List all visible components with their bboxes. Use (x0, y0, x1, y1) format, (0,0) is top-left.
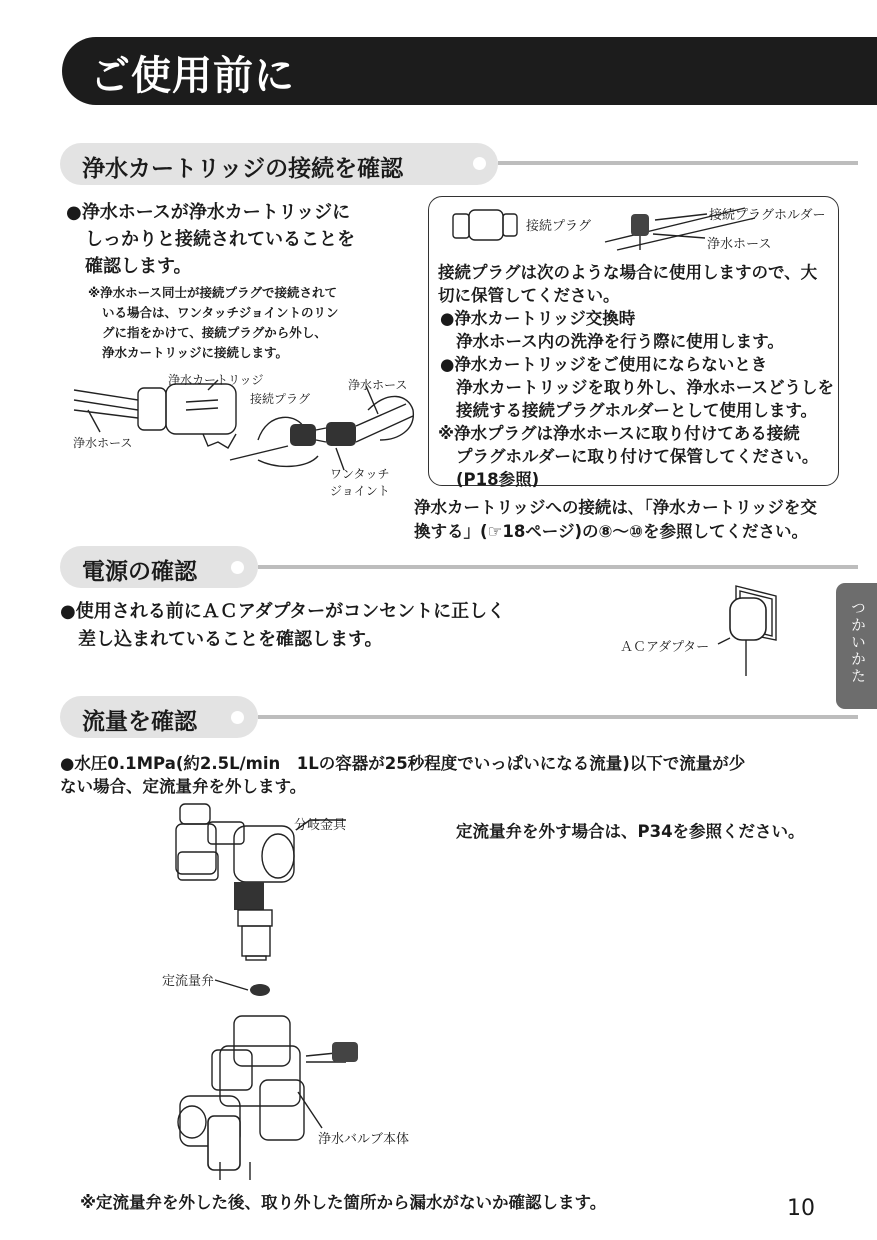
box-line-10: (P18参照) (456, 470, 540, 489)
label-branch: 分岐金具 (294, 818, 347, 833)
box-line-4: 浄水ホース内の洗浄を行う際に使用します。 (456, 332, 784, 351)
power-line-2: 差し込まれていることを確認します。 (78, 629, 383, 650)
flow-ref: 定流量弁を外す場合は、P34を参照ください。 (456, 822, 805, 841)
section-title-flow: 流量を確認 (82, 709, 197, 735)
page-number: 10 (787, 1196, 815, 1221)
fig-label-hose-left: 浄水ホース (73, 436, 133, 450)
cartridge-note-line-3: グに指をかけて、接続プラグから外し、 (102, 325, 327, 340)
box-line-1: 接続プラグは次のような場合に使用しますので、大 (438, 263, 818, 282)
fig-label-hose-right: 浄水ホース (348, 378, 408, 392)
box-line-5: ●浄水カートリッジをご使用にならないとき (440, 355, 768, 374)
box-label-holder: 接続プラグホルダー (709, 208, 826, 223)
side-tab-label: つかいかた (849, 600, 867, 685)
box-label-hose: 浄水ホース (707, 237, 772, 252)
cartridge-ref-line-2: 換する」(☞18ページ)の⑧～⑩を参照してください。 (414, 522, 808, 541)
section-rule (258, 715, 858, 719)
box-line-9: プラグホルダーに取り付けて保管してください。 (456, 447, 819, 466)
ac-adapter-label: ＡＣアダプター (620, 640, 710, 655)
box-line-3: ●浄水カートリッジ交換時 (440, 309, 636, 328)
flow-line-1: ●水圧0.1MPa(約2.5L/min 1Lの容器が25秒程度でいっぱいになる流量)以下で流量が少 (60, 754, 746, 773)
cartridge-note-line-4: 浄水カートリッジに接続します。 (102, 345, 289, 360)
section-rule (498, 161, 858, 165)
cartridge-note-line-1: ※浄水ホース同士が接続プラグで接続されて (88, 285, 338, 300)
cartridge-bullet-line-2: しっかりと接続されていることを (85, 229, 355, 250)
power-line-1: ●使用される前にＡＣアダプターがコンセントに正しく (60, 601, 506, 622)
section-title-power: 電源の確認 (82, 559, 197, 585)
ac-adapter-illustration (700, 582, 790, 682)
fig-label-joint-1: ワンタッチ (330, 467, 390, 481)
section-rule (258, 565, 858, 569)
flow-footnote: ※定流量弁を外した後、取り外した箇所から漏水がないか確認します。 (80, 1193, 607, 1212)
box-label-plug: 接続プラグ (526, 219, 592, 234)
box-line-8: ※浄水プラグは浄水ホースに取り付けてある接続 (438, 424, 800, 443)
section-dot (473, 157, 486, 170)
page-title: ご使用前に (90, 53, 295, 99)
fig-label-joint-2: ジョイント (330, 484, 390, 498)
fig-label-plug: 接続プラグ (250, 392, 311, 406)
label-valve: 定流量弁 (162, 974, 215, 989)
valve-illustration (160, 800, 430, 1180)
cartridge-note-line-2: いる場合は、ワンタッチジョイントのリン (102, 305, 339, 320)
section-dot (231, 561, 244, 574)
cartridge-bullet-line-3: 確認します。 (85, 256, 192, 277)
box-line-6: 浄水カートリッジを取り外し、浄水ホースどうしを (456, 378, 835, 397)
box-line-2: 切に保管してください。 (438, 286, 620, 305)
section-title-cartridge: 浄水カートリッジの接続を確認 (82, 156, 404, 182)
section-dot (231, 711, 244, 724)
label-body: 浄水バルブ本体 (318, 1132, 410, 1147)
cartridge-ref-line-1: 浄水カートリッジへの接続は､「浄水カートリッジを交 (414, 498, 817, 517)
box-line-7: 接続する接続プラグホルダーとして使用します。 (456, 401, 818, 420)
cartridge-bullet-line-1: ●浄水ホースが浄水カートリッジに (66, 202, 351, 223)
flow-line-2: ない場合、定流量弁を外します。 (60, 777, 307, 796)
fig-label-cartridge: 浄水カートリッジ (168, 373, 264, 387)
